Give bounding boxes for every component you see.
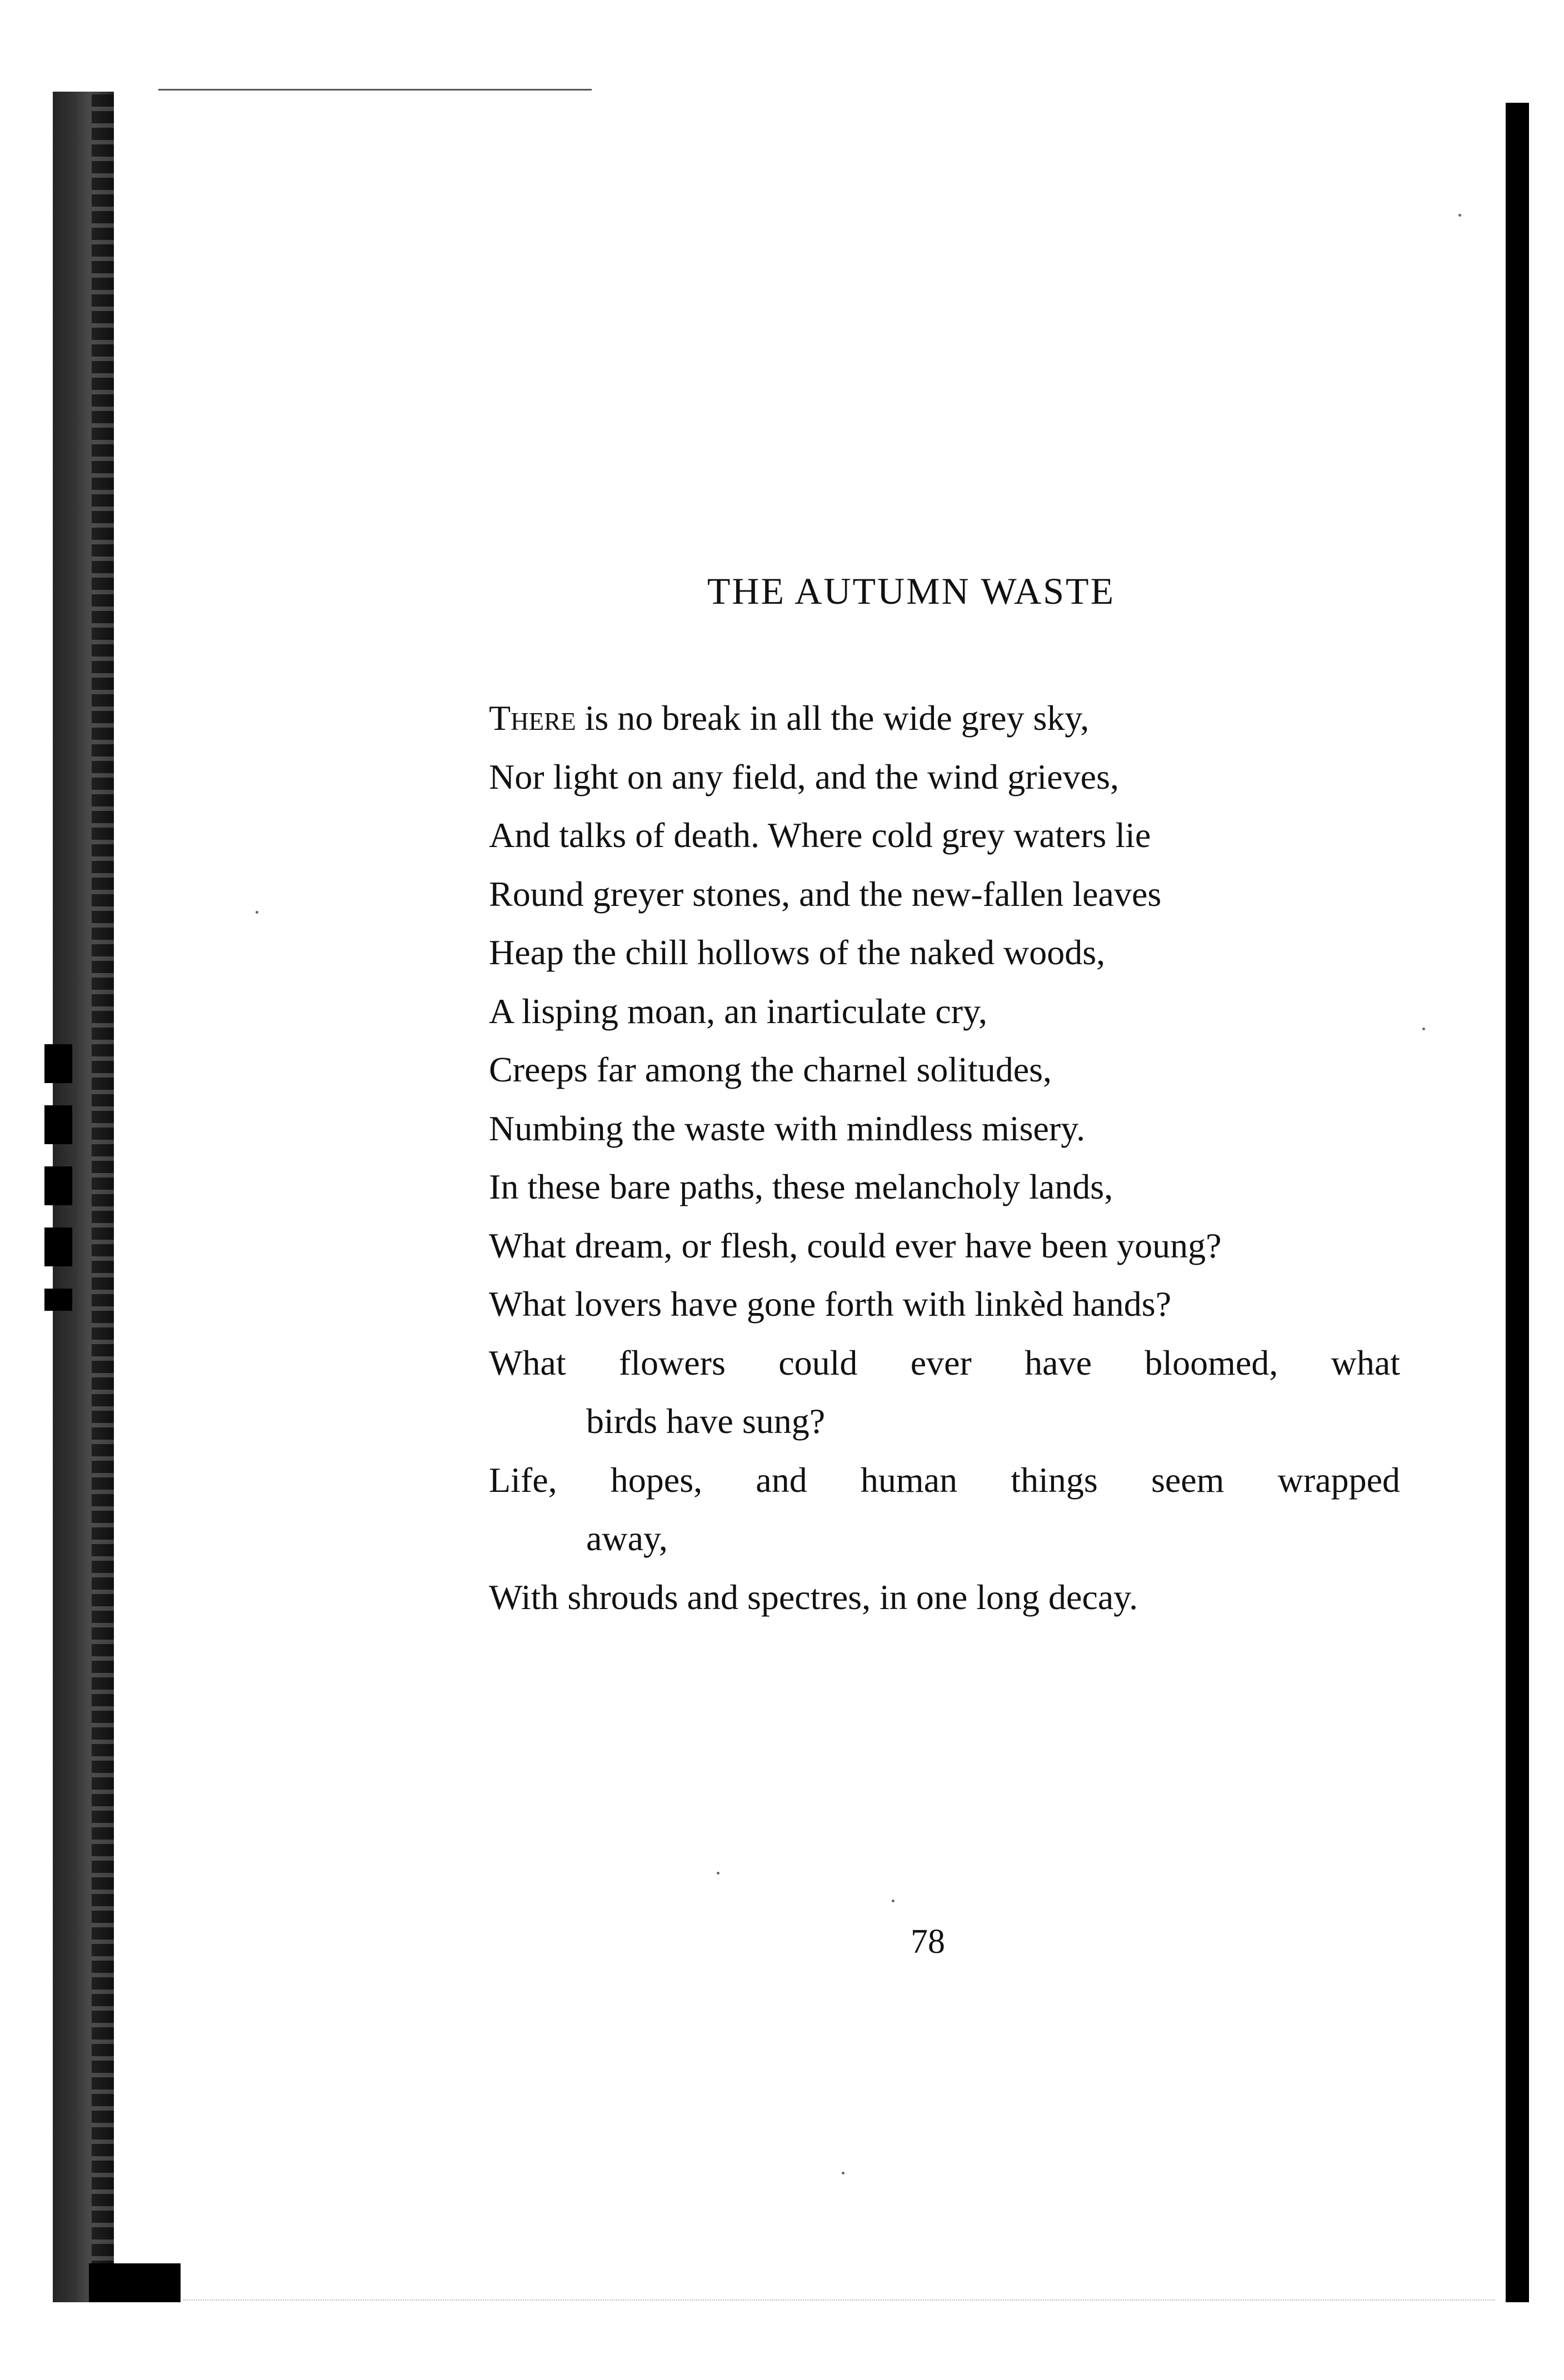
poem-line-continuation: birds have sung? (586, 1401, 826, 1441)
poem-line-text: is no break in all the wide grey sky, (584, 698, 1090, 738)
poem-line: A lisping moan, an inarticulate cry, (489, 991, 987, 1031)
poem-title: THE AUTUMN WASTE (707, 570, 1116, 612)
first-word-small-caps: There (489, 698, 576, 738)
poem-line: And talks of death. Where cold grey waters lie (489, 815, 1151, 855)
poem-line: What dream, or flesh, could ever have been young? (489, 1225, 1222, 1265)
scan-speck (842, 2172, 845, 2174)
poem-line: Creeps far among the charnel solitudes, (489, 1050, 1052, 1089)
page-number: 78 (911, 1923, 945, 1961)
poem-body (489, 689, 1400, 1626)
poem-line: What flowers could ever have bloomed, what (489, 1342, 1400, 1382)
scan-speck (717, 1872, 719, 1875)
poem-line: Nor light on any field, and the wind grieves, (489, 756, 1119, 796)
bottom-scan-rule (183, 2299, 1495, 2302)
binding-marks (44, 1044, 72, 1311)
right-page-edge (1506, 103, 1529, 2302)
poem-line-continuation: away, (586, 1519, 668, 1558)
scan-speck (892, 1900, 895, 1902)
poem-line: Life, hopes, and human things seem wrapped (489, 1460, 1400, 1500)
binding-edge-texture (92, 94, 114, 2294)
scan-speck (1422, 1028, 1425, 1030)
poem-line: Numbing the waste with mindless misery. (489, 1108, 1086, 1148)
poem-line: What lovers have gone forth with linkèd hands? (489, 1284, 1172, 1324)
poem-line: In these bare paths, these melancholy lands, (489, 1167, 1113, 1206)
scan-speck (256, 911, 258, 914)
scan-speck (1458, 214, 1461, 217)
poem-line: With shrouds and spectres, in one long decay. (489, 1577, 1138, 1617)
poem-line: Round greyer stones, and the new-fallen leaves (489, 874, 1162, 914)
poem-line: Heap the chill hollows of the naked woods, (489, 933, 1106, 972)
binding-foot (89, 2263, 181, 2302)
top-scan-rule (158, 89, 592, 91)
poem-line (489, 689, 1400, 748)
